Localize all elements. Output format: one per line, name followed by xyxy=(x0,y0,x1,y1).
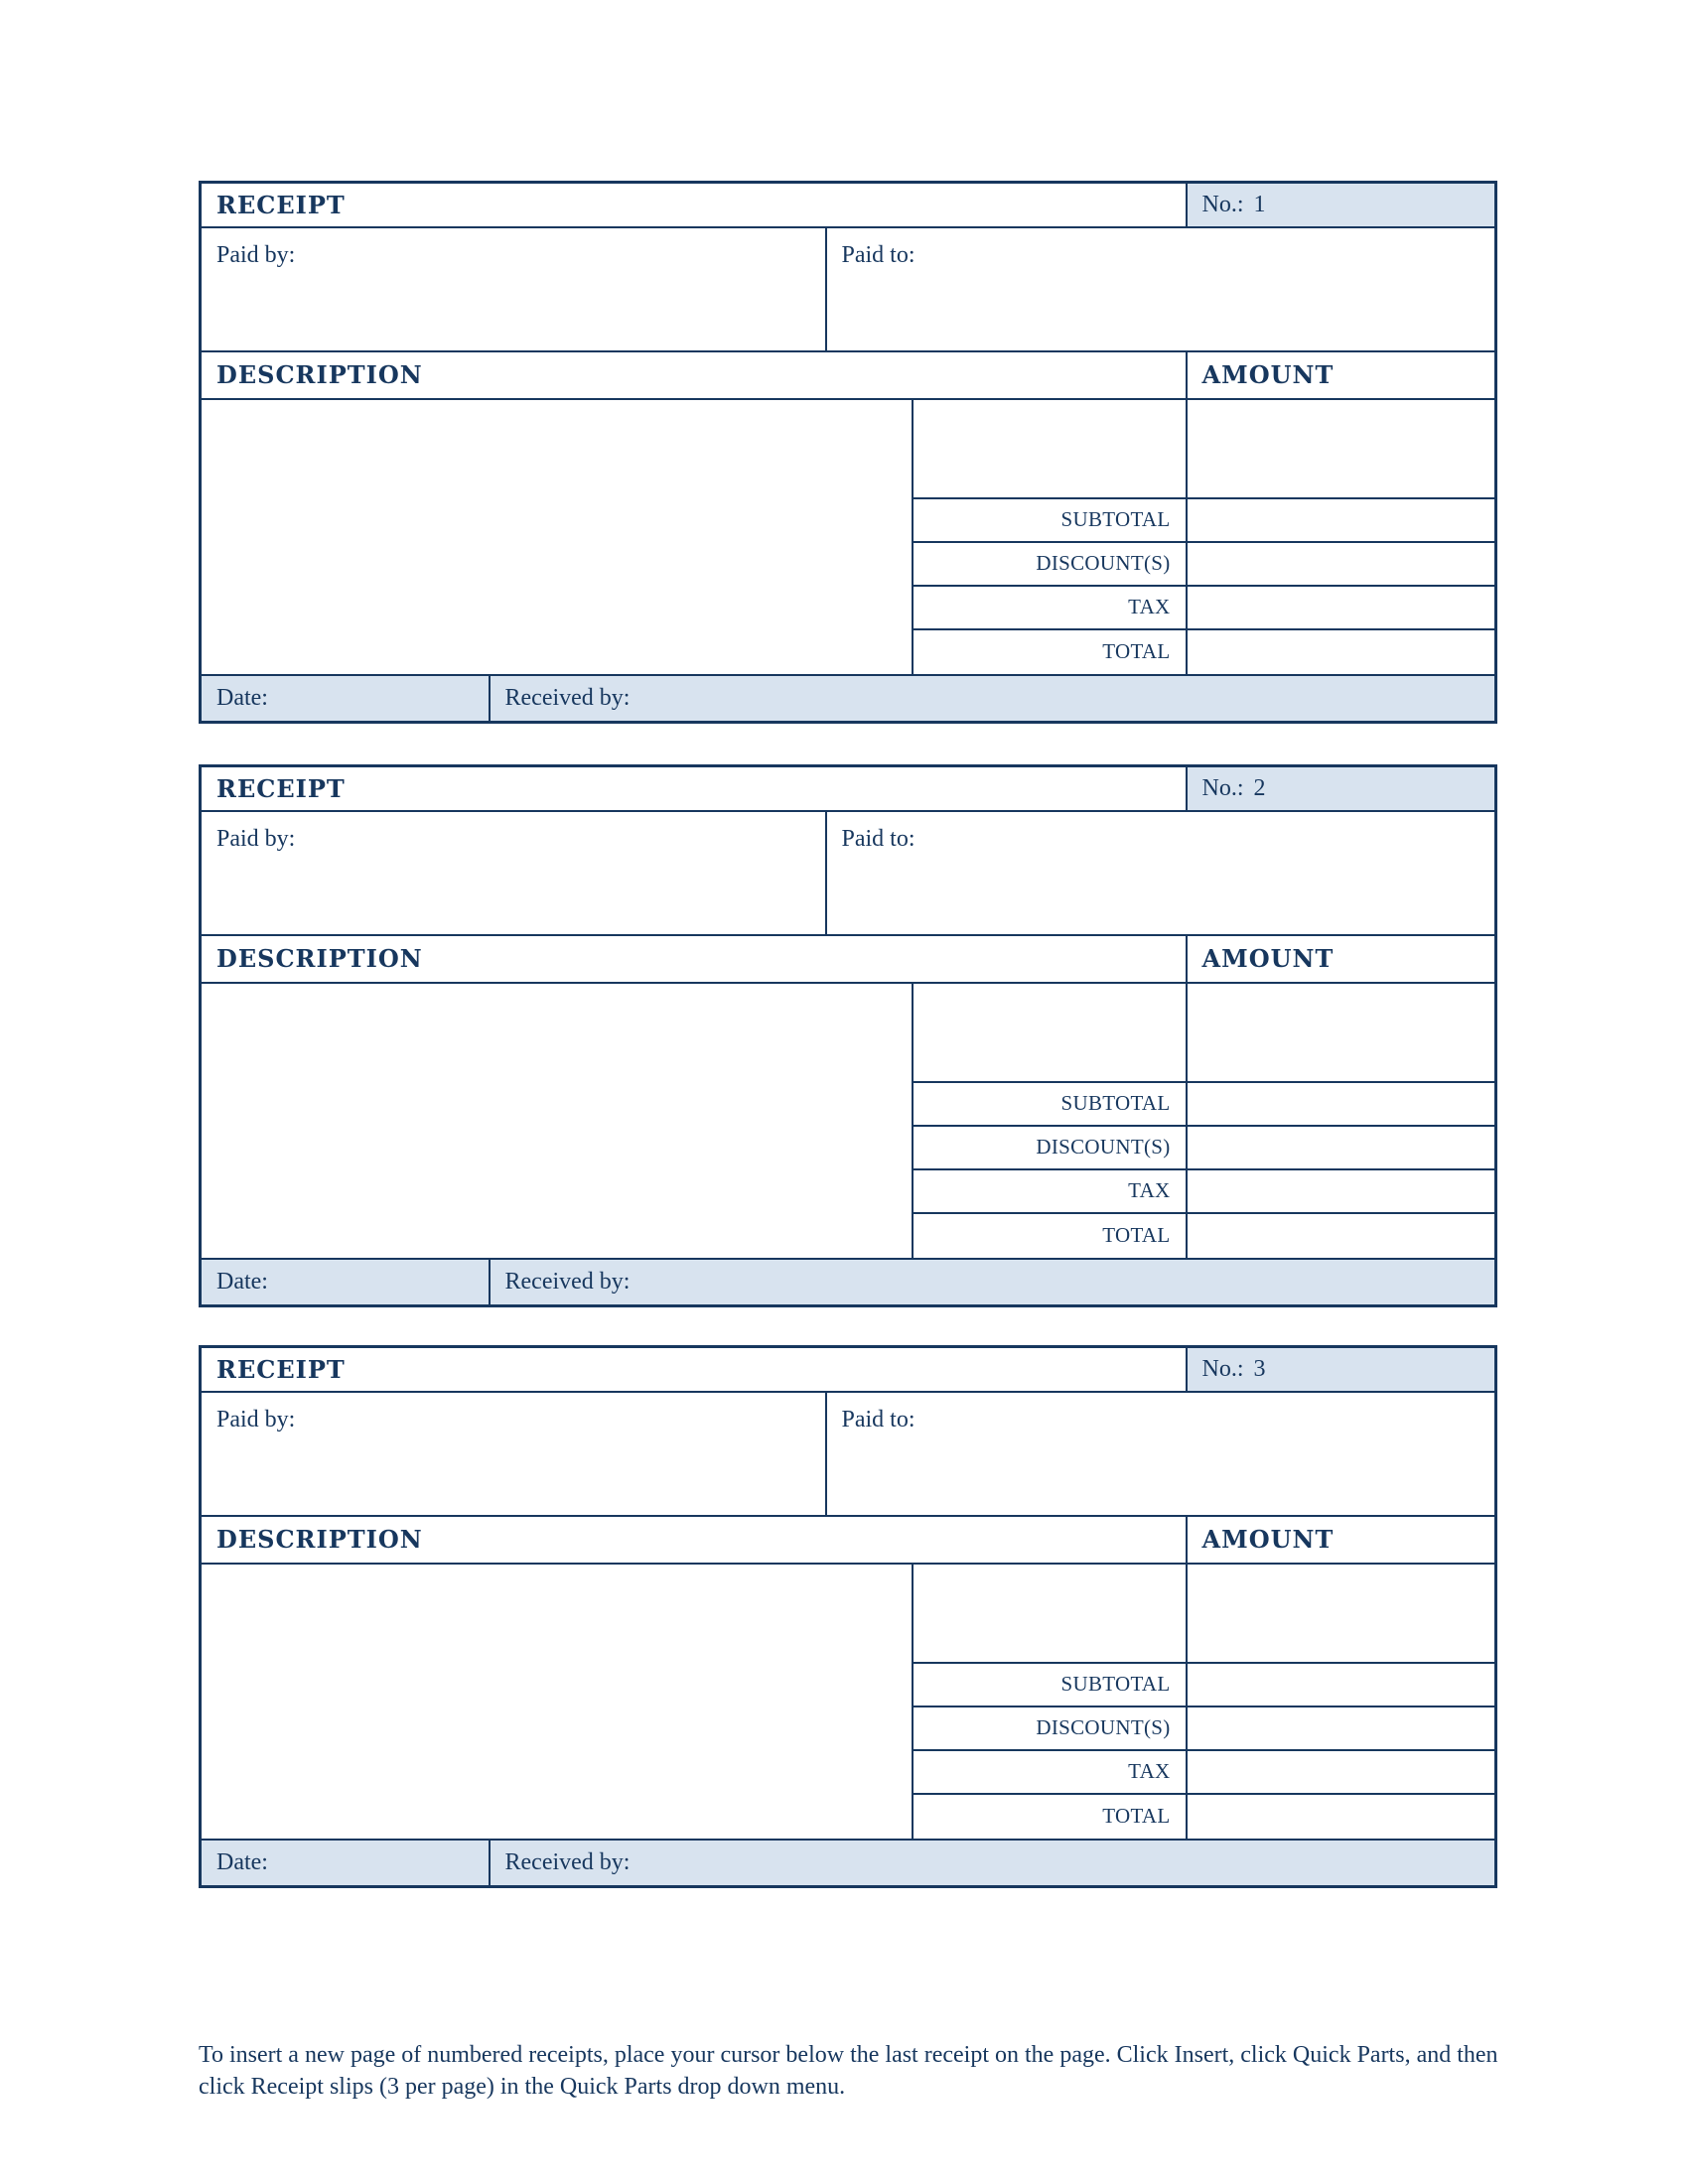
tax-label: TAX xyxy=(913,1169,1187,1213)
receipt-number: 1 xyxy=(1253,191,1266,217)
line-item-label-cell[interactable] xyxy=(913,1564,1187,1663)
receipt-number: 3 xyxy=(1253,1355,1266,1382)
paid-by-label: Paid by: xyxy=(216,241,296,268)
paid-by-field[interactable] xyxy=(201,811,826,935)
received-by-label: Received by: xyxy=(504,684,631,711)
paid-by-label: Paid by: xyxy=(216,825,296,852)
receipt-1 xyxy=(199,181,1494,724)
date-field[interactable] xyxy=(201,1840,490,1887)
line-item-amount-cell[interactable] xyxy=(1187,983,1496,1082)
discount-label: DISCOUNT(S) xyxy=(913,542,1187,586)
tax-amount-field[interactable] xyxy=(1187,586,1496,629)
discount-amount-field[interactable] xyxy=(1187,1126,1496,1169)
instructions-note: To insert a new page of numbered receipts, place your cursor below the last receipt on the page. Click Insert, click Quick Parts, and then click Receipt slips (3 per page) in the Quick Parts drop down menu. xyxy=(199,2042,1498,2100)
receipt-title: RECEIPT xyxy=(201,1347,1187,1392)
receipt-number-cell[interactable] xyxy=(1187,1347,1496,1392)
receipt-number-label: No.: xyxy=(1201,774,1244,801)
tax-amount-field[interactable] xyxy=(1187,1750,1496,1794)
line-item-label-cell[interactable] xyxy=(913,399,1187,498)
amount-header: AMOUNT xyxy=(1187,1516,1496,1564)
total-amount-field[interactable] xyxy=(1187,1794,1496,1840)
tax-amount-field[interactable] xyxy=(1187,1169,1496,1213)
discount-amount-field[interactable] xyxy=(1187,1706,1496,1750)
description-field[interactable] xyxy=(201,399,913,675)
date-label: Date: xyxy=(216,1848,268,1875)
receipt-title: RECEIPT xyxy=(201,183,1187,227)
subtotal-label: SUBTOTAL xyxy=(913,1082,1187,1126)
subtotal-amount-field[interactable] xyxy=(1187,498,1496,542)
receipt-title: RECEIPT xyxy=(201,766,1187,811)
line-item-amount-cell[interactable] xyxy=(1187,1564,1496,1663)
description-header: DESCRIPTION xyxy=(201,935,1187,983)
receipt-number-cell[interactable] xyxy=(1187,183,1496,227)
paid-to-field[interactable] xyxy=(826,1392,1496,1516)
total-amount-field[interactable] xyxy=(1187,629,1496,675)
paid-to-field[interactable] xyxy=(826,811,1496,935)
tax-label: TAX xyxy=(913,1750,1187,1794)
paid-to-label: Paid to: xyxy=(841,825,915,852)
received-by-label: Received by: xyxy=(504,1268,631,1295)
receipt-table xyxy=(199,1345,1497,1888)
paid-to-label: Paid to: xyxy=(841,241,915,268)
receipt-number: 2 xyxy=(1253,774,1266,801)
date-field[interactable] xyxy=(201,1259,490,1306)
tax-label: TAX xyxy=(913,586,1187,629)
total-label: TOTAL xyxy=(913,1794,1187,1840)
received-by-field[interactable] xyxy=(490,1840,1496,1887)
line-item-amount-cell[interactable] xyxy=(1187,399,1496,498)
receipt-2 xyxy=(199,764,1494,1307)
total-label: TOTAL xyxy=(913,629,1187,675)
description-header: DESCRIPTION xyxy=(201,1516,1187,1564)
date-label: Date: xyxy=(216,684,268,711)
paid-by-field[interactable] xyxy=(201,1392,826,1516)
receipt-number-label: No.: xyxy=(1201,1355,1244,1382)
paid-to-field[interactable] xyxy=(826,227,1496,351)
receipt-table xyxy=(199,181,1497,724)
date-field[interactable] xyxy=(201,675,490,723)
subtotal-label: SUBTOTAL xyxy=(913,498,1187,542)
receipt-table xyxy=(199,764,1497,1307)
receipt-number-label: No.: xyxy=(1201,191,1244,217)
paid-by-field[interactable] xyxy=(201,227,826,351)
subtotal-label: SUBTOTAL xyxy=(913,1663,1187,1706)
receipt-number-cell[interactable] xyxy=(1187,766,1496,811)
received-by-label: Received by: xyxy=(504,1848,631,1875)
amount-header: AMOUNT xyxy=(1187,935,1496,983)
discount-label: DISCOUNT(S) xyxy=(913,1126,1187,1169)
total-label: TOTAL xyxy=(913,1213,1187,1259)
description-field[interactable] xyxy=(201,983,913,1259)
subtotal-amount-field[interactable] xyxy=(1187,1082,1496,1126)
total-amount-field[interactable] xyxy=(1187,1213,1496,1259)
received-by-field[interactable] xyxy=(490,675,1496,723)
paid-by-label: Paid by: xyxy=(216,1406,296,1433)
discount-label: DISCOUNT(S) xyxy=(913,1706,1187,1750)
amount-header: AMOUNT xyxy=(1187,351,1496,399)
line-item-label-cell[interactable] xyxy=(913,983,1187,1082)
description-header: DESCRIPTION xyxy=(201,351,1187,399)
subtotal-amount-field[interactable] xyxy=(1187,1663,1496,1706)
received-by-field[interactable] xyxy=(490,1259,1496,1306)
discount-amount-field[interactable] xyxy=(1187,542,1496,586)
date-label: Date: xyxy=(216,1268,268,1295)
paid-to-label: Paid to: xyxy=(841,1406,915,1433)
description-field[interactable] xyxy=(201,1564,913,1840)
receipt-3 xyxy=(199,1345,1494,1888)
